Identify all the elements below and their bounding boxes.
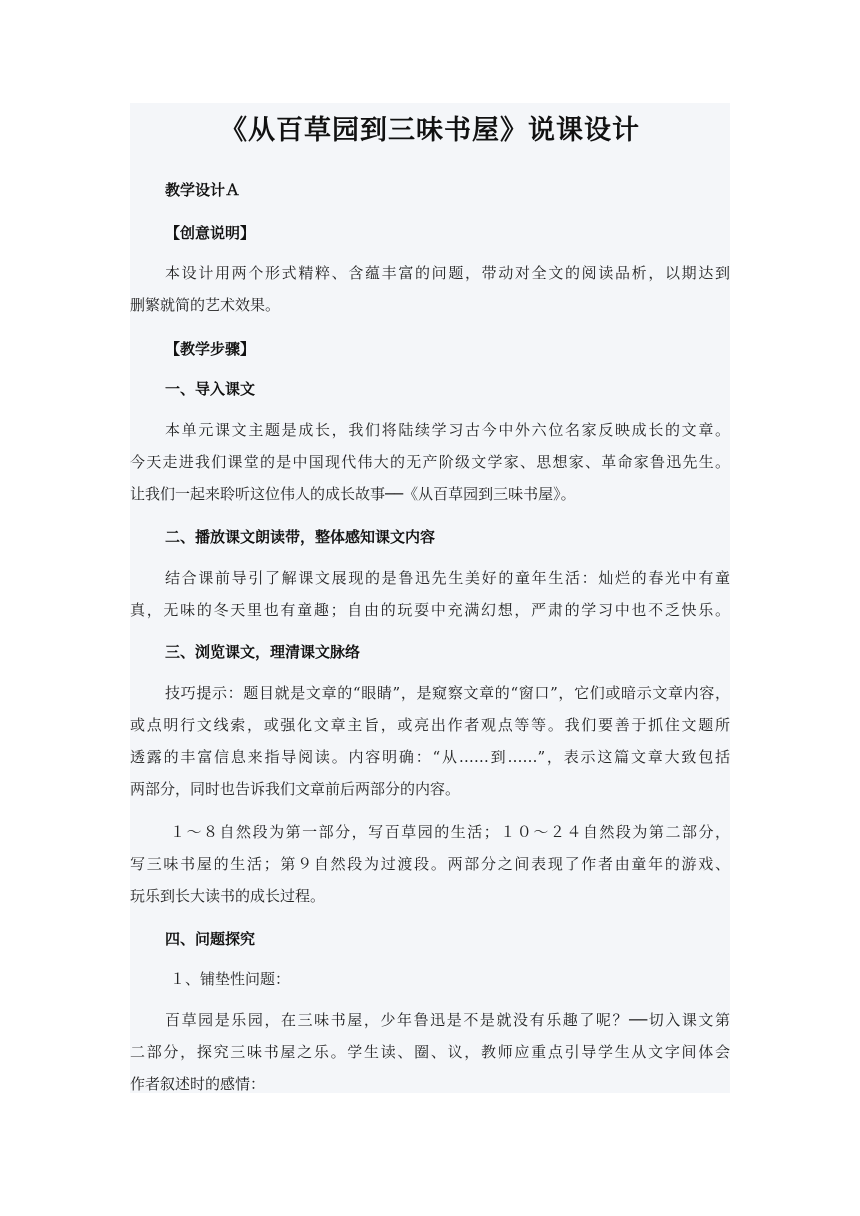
heading-step-2: 二、播放课文朗读带，整体感知课文内容 — [165, 528, 436, 546]
paragraph-line: 本设计用两个形式精粹、含蕴丰富的问题，带动对全文的阅读品析，以期达到 — [165, 264, 730, 282]
paragraph-line: １～８自然段为第一部分，写百草园的生活；１０～２４自然段为第二部分， — [170, 823, 730, 841]
heading-step-4: 四、问题探究 — [165, 930, 256, 948]
heading-teaching-steps: 【教学步骤】 — [165, 340, 256, 358]
paragraph-line: 百草园是乐园，在三味书屋，少年鲁迅是不是就没有乐趣了呢？──切入课文第 — [165, 1011, 730, 1029]
paragraph-line: 二部分，探究三味书屋之乐。学生读、圈、议，教师应重点引导学生从文字间体会 — [130, 1043, 730, 1061]
document-page — [130, 103, 730, 1093]
paragraph-line: 两部分，同时也告诉我们文章前后两部分的内容。 — [130, 780, 461, 798]
paragraph-line: 或点明行文线索，或强化文章主旨，或亮出作者观点等等。我们要善于抓住文题所 — [130, 716, 730, 734]
heading-step-1: 一、导入课文 — [165, 380, 256, 398]
paragraph-line: 技巧提示：题目就是文章的“眼睛”，是窥察文章的“窗口”，它们或暗示文章内容， — [165, 684, 730, 702]
heading-creative-note: 【创意说明】 — [165, 224, 256, 242]
paragraph-line: 透露的丰富信息来指导阅读。内容明确：“从……到……”，表示这篇文章大致包括 — [130, 748, 730, 766]
paragraph-line: 结合课前导引了解课文展现的是鲁迅先生美好的童年生活：灿烂的春光中有童 — [165, 569, 730, 587]
heading-step-3: 三、浏览课文，理清课文脉络 — [165, 643, 361, 661]
paragraph-line: 写三味书屋的生活；第９自然段为过渡段。两部分之间表现了作者由童年的游戏、 — [130, 855, 730, 873]
paragraph-line: 玩乐到长大读书的成长过程。 — [130, 887, 326, 905]
paragraph-line: 真，无味的冬天里也有童趣；自由的玩耍中充满幻想，严肃的学习中也不乏快乐。 — [130, 601, 730, 619]
paragraph-line: 本单元课文主题是成长，我们将陆续学习古今中外六位名家反映成长的文章。 — [165, 421, 730, 439]
paragraph-line: 作者叙述时的感情： — [130, 1075, 266, 1093]
paragraph-line: 让我们一起来聆听这位伟人的成长故事──《从百草园到三味书屋》。 — [130, 485, 576, 503]
section-label: 教学设计Ａ — [165, 181, 241, 199]
document-title: 《从百草园到三味书屋》说课设计 — [220, 115, 640, 146]
paragraph-line: 删繁就简的艺术效果。 — [130, 296, 281, 314]
paragraph-line: 今天走进我们课堂的是中国现代伟大的无产阶级文学家、思想家、革命家鲁迅先生。 — [130, 453, 730, 471]
subheading-question-1: １、铺垫性问题： — [170, 970, 291, 988]
